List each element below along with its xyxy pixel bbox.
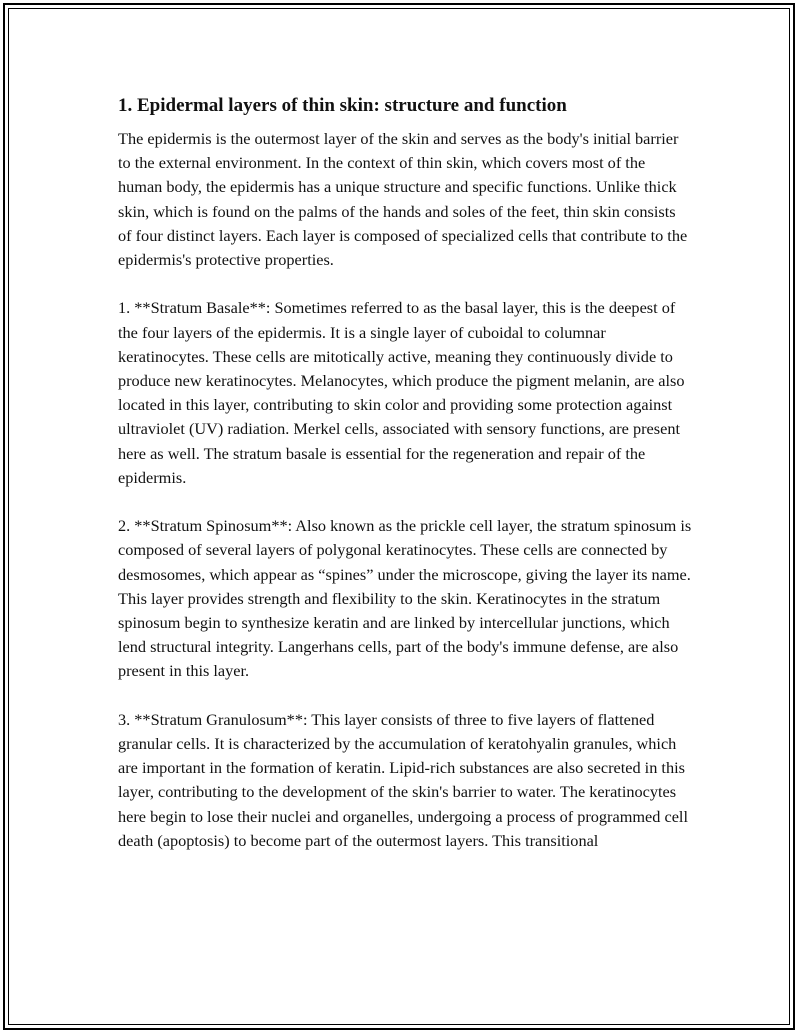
stratum-granulosum-paragraph: 3. **Stratum Granulosum**: This layer consists of three to five layers of flattened granular cells. It is characterized by the accumulation of keratohyalin granules, which are important in the formation of keratin. Lipid-rich substances are also secreted in this layer, contributing to the development of the skin's barrier to water. The keratinocytes here begin to lose their nuclei and organelles, undergoing a process of programmed cell death (apoptosis) to become part of the outermost layers. This transitional [118,709,688,850]
document-body [118,92,693,877]
intro-paragraph: The epidermis is the outermost layer of the skin and serves as the body's initial barrier to the external environment. In the context of thin skin, which covers most of the human body, the epidermis has a unique structure and specific functions. Unlike thick skin, which is found on the palms of the hands and soles of the feet, thin skin consists of four distinct layers. Each layer is composed of specialized cells that contribute to the epidermis's protective properties. [118,129,688,270]
section-title: 1. Epidermal layers of thin skin: structure and function [118,95,567,116]
stratum-basale-paragraph: 1. **Stratum Basale**: Sometimes referred to as the basal layer, this is the deepest of the four layers of the epidermis. It is a single layer of cuboidal to columnar keratinocytes. These cells are mitotically active, meaning they continuously divide to produce new keratinocytes. Melanocytes, which produce the pigment melanin, are also located in this layer, contributing to skin color and providing some protection against ultraviolet (UV) radiation. Merkel cells, associated with sensory functions, are present here as well. The stratum basale is essential for the regeneration and repair of the epidermis. [118,298,685,487]
stratum-spinosum-paragraph: 2. **Stratum Spinosum**: Also known as the prickle cell layer, the stratum spinosum is composed of several layers of polygonal keratinocytes. These cells are connected by desmosomes, which appear as “spines” under the microscope, giving the layer its name. This layer provides strength and flexibility to the skin. Keratinocytes in the stratum spinosum begin to synthesize keratin and are linked by intercellular junctions, which lend structural integrity. Langerhans cells, part of the body's immune defense, are also present in this layer. [118,516,692,681]
